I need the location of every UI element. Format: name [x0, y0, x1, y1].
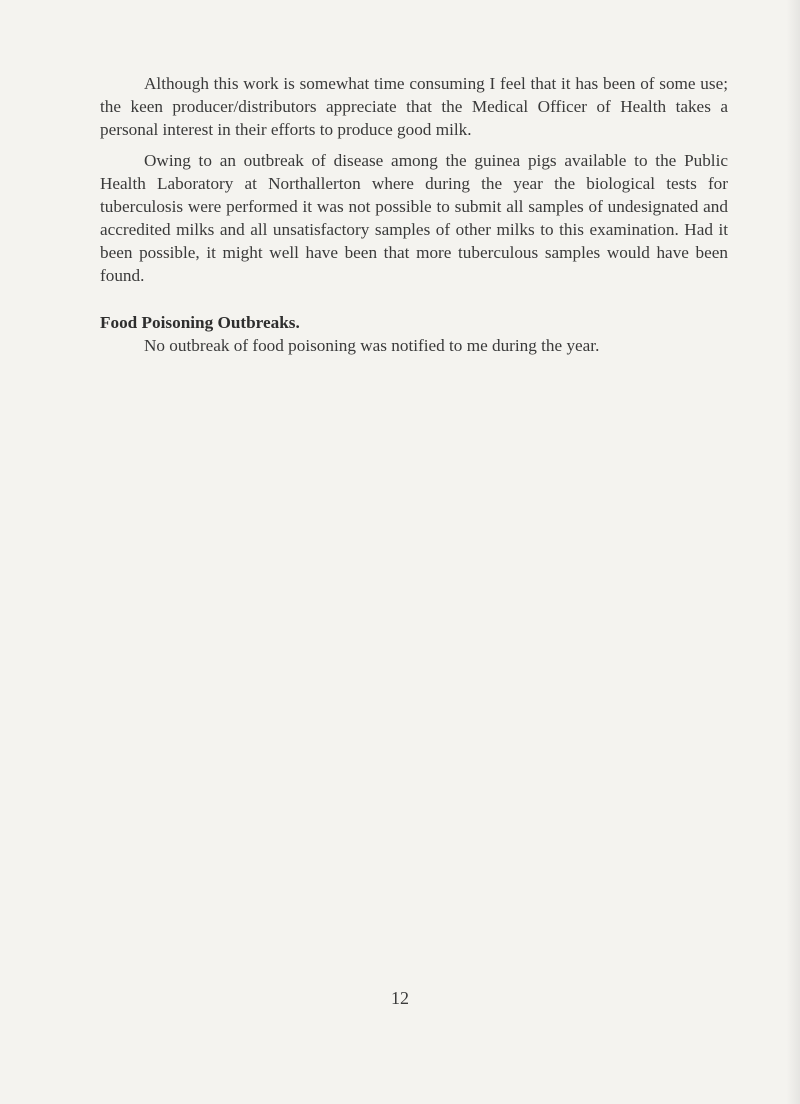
- page-number: 12: [391, 988, 409, 1008]
- section-heading-food-poisoning: Food Poisoning Outbreaks.: [100, 313, 300, 332]
- page-edge-shadow: [786, 0, 800, 1104]
- body-text: [100, 72, 728, 357]
- paragraph-biological-tests: Owing to an outbreak of disease among the guinea pigs available to the Public Health Laboratory at Northallerton where during the year the biological tests for tuberculosis were performed it was not possible to submit all samples of undesignated and accredited milks and all unsatisfactory samples of other milks to this examination. Had it been possible, it might well have been that more tuberculous samples would have been found.: [100, 151, 728, 285]
- paragraph-milk-sampling: Although this work is somewhat time consuming I feel that it has been of some use; the keen producer/distributors appreciate that the Medical Officer of Health takes a personal interest in their efforts to produce good milk.: [100, 74, 728, 139]
- section-text-food-poisoning: No outbreak of food poisoning was notified to me during the year.: [144, 336, 600, 355]
